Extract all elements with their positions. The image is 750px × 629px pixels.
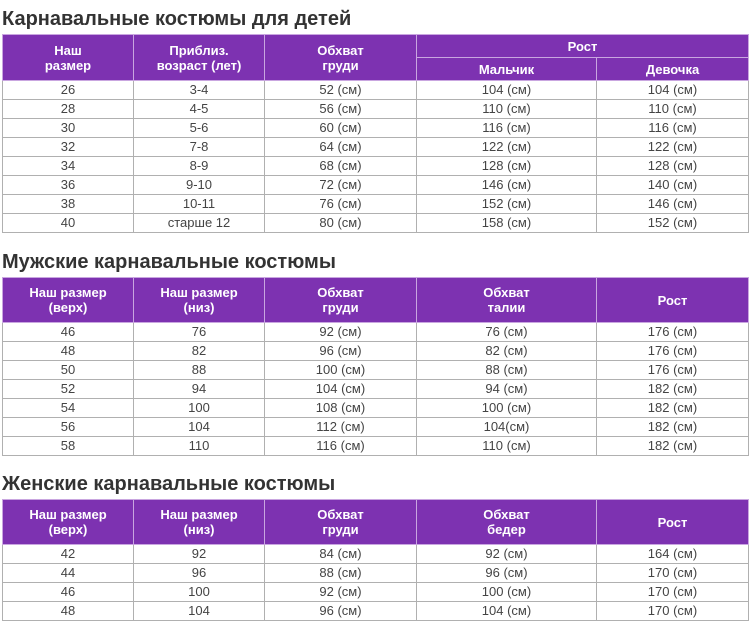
kids-header-age: Приблиз. возраст (лет): [134, 35, 265, 81]
table-row: [3, 545, 749, 564]
kids-header-boy: Мальчик: [417, 58, 597, 81]
table-cell: 182 (см): [597, 399, 749, 418]
table-cell: 50: [3, 361, 134, 380]
women-table-body: [3, 545, 749, 621]
table-cell: 96 (см): [265, 602, 417, 621]
women-header-hips: Обхват бедер: [417, 500, 597, 545]
table-cell: 88 (см): [417, 361, 597, 380]
women-section-title: Женские карнавальные костюмы: [2, 473, 336, 495]
table-cell: 82 (см): [417, 342, 597, 361]
table-row: [3, 214, 749, 233]
table-cell: 146 (см): [417, 176, 597, 195]
table-cell: 80 (см): [265, 214, 417, 233]
table-cell: 176 (см): [597, 342, 749, 361]
table-cell: 182 (см): [597, 380, 749, 399]
table-cell: 26: [3, 81, 134, 100]
women-header-chest: Обхват груди: [265, 500, 417, 545]
table-cell: 94 (см): [417, 380, 597, 399]
table-cell: 104 (см): [417, 81, 597, 100]
men-header-top-size: Наш размер (верх): [3, 278, 134, 323]
table-cell: 9-10: [134, 176, 265, 195]
table-cell: 52 (см): [265, 81, 417, 100]
table-cell: 76 (см): [265, 195, 417, 214]
table-row: [3, 602, 749, 621]
table-cell: 84 (см): [265, 545, 417, 564]
table-cell: 146 (см): [597, 195, 749, 214]
table-cell: 58: [3, 437, 134, 456]
table-cell: 122 (см): [417, 138, 597, 157]
table-cell: 116 (см): [597, 119, 749, 138]
table-row: [3, 195, 749, 214]
table-cell: 42: [3, 545, 134, 564]
table-row: [3, 138, 749, 157]
table-cell: 52: [3, 380, 134, 399]
table-cell: 104: [134, 418, 265, 437]
table-cell: 112 (см): [265, 418, 417, 437]
men-table-body: [3, 323, 749, 456]
table-cell: 158 (см): [417, 214, 597, 233]
table-row: [3, 176, 749, 195]
table-cell: 36: [3, 176, 134, 195]
women-header-bottom-size: Наш размер (низ): [134, 500, 265, 545]
men-header-bottom-size: Наш размер (низ): [134, 278, 265, 323]
table-cell: 56: [3, 418, 134, 437]
table-cell: 92 (см): [265, 583, 417, 602]
table-cell: 88: [134, 361, 265, 380]
table-cell: 100 (см): [265, 361, 417, 380]
table-cell: 94: [134, 380, 265, 399]
kids-header-chest: Обхват груди: [265, 35, 417, 81]
table-cell: 54: [3, 399, 134, 418]
table-cell: 104 (см): [265, 380, 417, 399]
table-cell: 128 (см): [417, 157, 597, 176]
table-cell: 164 (см): [597, 545, 749, 564]
table-row: [3, 418, 749, 437]
table-cell: 82: [134, 342, 265, 361]
table-cell: 170 (см): [597, 564, 749, 583]
table-row: [3, 100, 749, 119]
table-row: [3, 157, 749, 176]
table-cell: 104(см): [417, 418, 597, 437]
table-cell: 60 (см): [265, 119, 417, 138]
table-cell: 5-6: [134, 119, 265, 138]
table-cell: 28: [3, 100, 134, 119]
table-cell: 40: [3, 214, 134, 233]
table-row: [3, 342, 749, 361]
table-cell: 170 (см): [597, 602, 749, 621]
table-cell: 48: [3, 602, 134, 621]
table-cell: 96: [134, 564, 265, 583]
table-cell: 32: [3, 138, 134, 157]
table-row: [3, 380, 749, 399]
table-cell: 46: [3, 583, 134, 602]
table-cell: 116 (см): [265, 437, 417, 456]
table-cell: 76: [134, 323, 265, 342]
table-row: [3, 437, 749, 456]
table-cell: 56 (см): [265, 100, 417, 119]
table-cell: старше 12: [134, 214, 265, 233]
kids-header-girl: Девочка: [597, 58, 749, 81]
table-cell: 7-8: [134, 138, 265, 157]
table-cell: 76 (см): [417, 323, 597, 342]
table-cell: 100: [134, 583, 265, 602]
women-header-top-size: Наш размер (верх): [3, 500, 134, 545]
table-cell: 108 (см): [265, 399, 417, 418]
men-size-table: [2, 277, 749, 456]
table-cell: 182 (см): [597, 437, 749, 456]
table-cell: 10-11: [134, 195, 265, 214]
table-cell: 96 (см): [417, 564, 597, 583]
table-row: [3, 323, 749, 342]
table-row: [3, 564, 749, 583]
table-cell: 104 (см): [417, 602, 597, 621]
table-cell: 48: [3, 342, 134, 361]
table-row: [3, 119, 749, 138]
table-cell: 46: [3, 323, 134, 342]
men-header-height: Рост: [597, 278, 749, 323]
table-row: [3, 81, 749, 100]
table-cell: 100 (см): [417, 399, 597, 418]
table-cell: 8-9: [134, 157, 265, 176]
table-cell: 3-4: [134, 81, 265, 100]
table-cell: 100 (см): [417, 583, 597, 602]
table-cell: 128 (см): [597, 157, 749, 176]
table-cell: 100: [134, 399, 265, 418]
table-cell: 72 (см): [265, 176, 417, 195]
men-header-waist: Обхват талии: [417, 278, 597, 323]
table-cell: 116 (см): [417, 119, 597, 138]
table-cell: 176 (см): [597, 361, 749, 380]
table-cell: 110: [134, 437, 265, 456]
table-cell: 104 (см): [597, 81, 749, 100]
table-row: [3, 583, 749, 602]
kids-size-table: [2, 34, 749, 233]
table-cell: 92: [134, 545, 265, 564]
table-cell: 140 (см): [597, 176, 749, 195]
table-cell: 34: [3, 157, 134, 176]
men-header-chest: Обхват груди: [265, 278, 417, 323]
table-cell: 110 (см): [597, 100, 749, 119]
table-cell: 182 (см): [597, 418, 749, 437]
table-cell: 38: [3, 195, 134, 214]
table-cell: 110 (см): [417, 437, 597, 456]
table-row: [3, 361, 749, 380]
table-cell: 104: [134, 602, 265, 621]
table-cell: 122 (см): [597, 138, 749, 157]
table-row: [3, 399, 749, 418]
table-cell: 92 (см): [265, 323, 417, 342]
table-cell: 92 (см): [417, 545, 597, 564]
kids-table-body: [3, 81, 749, 233]
table-cell: 44: [3, 564, 134, 583]
men-section-title: Мужские карнавальные костюмы: [2, 251, 336, 273]
table-cell: 4-5: [134, 100, 265, 119]
table-cell: 152 (см): [597, 214, 749, 233]
table-cell: 176 (см): [597, 323, 749, 342]
table-cell: 30: [3, 119, 134, 138]
women-header-height: Рост: [597, 500, 749, 545]
table-cell: 88 (см): [265, 564, 417, 583]
table-cell: 68 (см): [265, 157, 417, 176]
table-cell: 152 (см): [417, 195, 597, 214]
table-cell: 110 (см): [417, 100, 597, 119]
women-size-table: [2, 499, 749, 621]
kids-section-title: Карнавальные костюмы для детей: [2, 8, 352, 30]
table-cell: 64 (см): [265, 138, 417, 157]
table-cell: 96 (см): [265, 342, 417, 361]
kids-header-size: Наш размер: [3, 35, 134, 81]
table-cell: 170 (см): [597, 583, 749, 602]
kids-header-height: Рост: [417, 35, 749, 58]
